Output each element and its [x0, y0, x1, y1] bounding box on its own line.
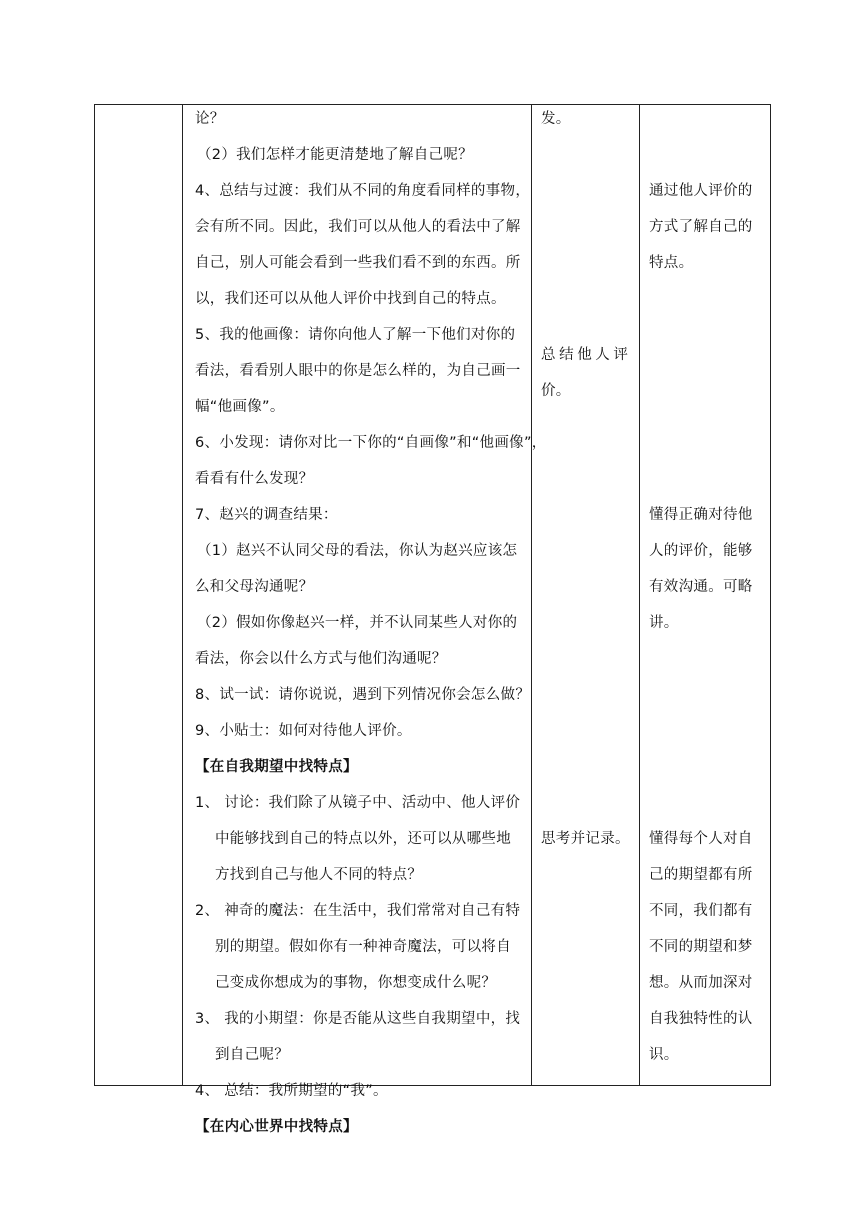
stage-column-cell: [95, 105, 183, 1086]
teacher-activity-text-line: 到自己呢？: [215, 1047, 289, 1063]
design-intent-text-line: 识。: [649, 1047, 679, 1063]
student-activity-text-line: 价。: [541, 383, 571, 399]
teacher-activity-text-line: 以，我们还可以从他人评价中找到自己的特点。: [195, 291, 506, 307]
lesson-plan-table: [94, 104, 771, 1135]
teacher-activity-text-line: 看看有什么发现？: [195, 471, 314, 487]
teacher-activity-text-line: 1、 讨论：我们除了从镜子中、活动中、他人评价: [195, 795, 521, 811]
teacher-activity-text-line: 己变成你想成为的事物，你想变成什么呢？: [215, 975, 497, 991]
design-intent-text-line: 想。从而加深对: [649, 975, 753, 991]
student-activity-text-line: 思考并记录。: [541, 831, 630, 847]
design-intent-text-line: 懂得每个人对自: [649, 831, 753, 847]
teacher-activity-text-line: 中能够找到自己的特点以外，还可以从哪些地: [215, 831, 511, 847]
table-row: [95, 105, 771, 1086]
student-activity-cell: [532, 105, 640, 1086]
teacher-activity-text-line: 别的期望。假如你有一种神奇魔法，可以将自: [215, 939, 511, 955]
teacher-activity-text-line: 3、 我的小期望：你是否能从这些自我期望中，找: [195, 1011, 521, 1027]
teacher-activity-text-line: （2）假如你像赵兴一样，并不认同某些人对你的: [197, 615, 518, 631]
teacher-activity-text-line: 论？: [195, 111, 225, 127]
design-intent-cell: [640, 105, 771, 1086]
teacher-activity-text-line: 9、小贴士：如何对待他人评价。: [195, 723, 412, 739]
design-intent-text-line: 己的期望都有所: [649, 867, 753, 883]
teacher-activity-text-line: 8、试一试：请你说说，遇到下列情况你会怎么做？: [195, 687, 531, 703]
teacher-activity-text-line: 5、我的他画像：请你向他人了解一下他们对你的: [195, 327, 516, 343]
design-intent-text-line: 自我独特性的认: [649, 1011, 753, 1027]
section-heading: 【在内心世界中找特点】: [195, 1119, 358, 1135]
teacher-activity-text-line: 幅“他画像”。: [195, 399, 285, 415]
teacher-activity-text-line: （2）我们怎样才能更清楚地了解自己呢？: [197, 147, 473, 163]
teacher-activity-text-line: 2、 神奇的魔法：在生活中，我们常常对自己有特: [195, 903, 521, 919]
teacher-activity-text-line: （1）赵兴不认同父母的看法，你认为赵兴应该怎: [197, 543, 518, 559]
teacher-activity-text-line: 看法，你会以什么方式与他们沟通呢？: [195, 651, 447, 667]
teacher-activity-text-line: 6、小发现：请你对比一下你的“自画像”和“他画像”，: [195, 435, 547, 451]
teacher-activity-text-line: 4、总结与过渡：我们从不同的角度看同样的事物，: [195, 183, 531, 199]
design-intent-text-line: 不同，我们都有: [649, 903, 753, 919]
teacher-activity-text-line: 自己，别人可能会看到一些我们看不到的东西。所: [195, 255, 521, 271]
teacher-activity-text-line: 4、 总结：我所期望的“我”。: [195, 1083, 388, 1099]
student-activity-text-line: 总结他人评: [541, 347, 632, 363]
design-intent-text-line: 人的评价，能够: [649, 543, 753, 559]
design-intent-text-line: 有效沟通。可略: [649, 579, 753, 595]
teacher-activity-text-line: 7、赵兴的调查结果：: [195, 507, 338, 523]
design-intent-text-line: 讲。: [649, 615, 679, 631]
teacher-activity-text-line: 方找到自己与他人不同的特点？: [215, 867, 423, 883]
teacher-activity-text-line: 么和父母沟通呢？: [195, 579, 314, 595]
student-activity-text-line: 发。: [541, 111, 571, 127]
teacher-activity-text-line: 会有所不同。因此，我们可以从他人的看法中了解: [195, 219, 521, 235]
teacher-activity-text-line: 看法，看看别人眼中的你是怎么样的，为自己画一: [195, 363, 521, 379]
section-heading: 【在自我期望中找特点】: [195, 759, 358, 775]
design-intent-text-line: 特点。: [649, 255, 694, 271]
design-intent-text-line: 通过他人评价的: [649, 183, 753, 199]
design-intent-text-line: 不同的期望和梦: [649, 939, 753, 955]
design-intent-text-line: 方式了解自己的: [649, 219, 753, 235]
design-intent-text-line: 懂得正确对待他: [649, 507, 753, 523]
teacher-activity-cell: [183, 105, 547, 1135]
